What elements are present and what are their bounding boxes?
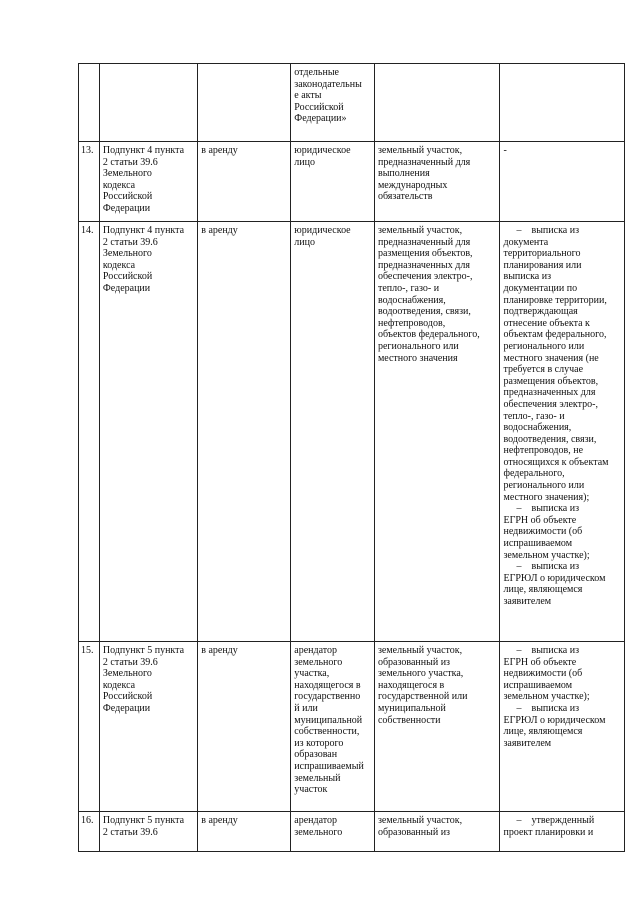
cell-line: недвижимости (об xyxy=(503,526,583,538)
cell-line: 2 статьи 39.6 xyxy=(102,656,158,668)
row-number: 16. xyxy=(79,812,100,852)
cell-line: ЕГРЮЛ о юридическом xyxy=(503,714,606,726)
cell-line: кодекса xyxy=(102,179,136,191)
applicant-cell xyxy=(291,642,375,812)
cell-line: обеспечения электро-, xyxy=(377,271,473,283)
cell-line: регионального или xyxy=(377,340,459,352)
cell-line: лицо xyxy=(294,156,315,168)
cell-line: кодекса xyxy=(102,259,136,271)
cell-line: государственно xyxy=(294,691,361,703)
applicant-cell xyxy=(291,142,375,222)
documents-cell xyxy=(500,142,625,222)
cell-line: в аренду xyxy=(201,815,238,826)
cell-line: Земельного xyxy=(102,168,152,180)
cell-line: находящегося в xyxy=(377,679,445,691)
cell-line: муниципальной xyxy=(377,702,446,714)
cell-line: относящихся к объектам xyxy=(503,456,609,468)
cell-line: водоотведения, связи, xyxy=(377,306,471,318)
cell-line: местного значения (не xyxy=(503,352,599,364)
cell-line: недвижимости (об xyxy=(503,668,583,680)
cell-line: земельном участке); xyxy=(503,691,590,703)
cell-line: в аренду xyxy=(201,145,238,156)
cell-line: Земельного xyxy=(102,248,152,260)
cell-line: земельного xyxy=(294,826,343,838)
cell-line: земельном участке); xyxy=(503,549,590,561)
cell-line: федерального, xyxy=(503,468,565,480)
cell-line: тепло-, газо- и xyxy=(377,282,440,294)
cell-line: Российской xyxy=(102,191,153,203)
cell-line: выписка из xyxy=(503,271,552,283)
legal-basis-cell xyxy=(99,642,197,812)
cell-line: – выписка из xyxy=(516,645,580,656)
cell-line: 2 статьи 39.6 xyxy=(102,156,158,168)
cell-line: размещения объектов, xyxy=(503,375,599,387)
cell-line: Подпункт 5 пункта xyxy=(102,815,185,826)
cell-line: документации по xyxy=(503,282,578,294)
row-number: 13. xyxy=(79,142,100,222)
cell-line: планировке территории, xyxy=(503,294,607,306)
documents-cell xyxy=(500,222,625,642)
cell-line: находящегося в xyxy=(294,679,361,691)
cell-line: водоснабжения, xyxy=(503,422,572,434)
table-row xyxy=(79,142,625,222)
cell-line: ЕГРН об объекте xyxy=(503,514,577,526)
cell-line: проект планировки и xyxy=(503,826,594,838)
cell-line: регионального или xyxy=(503,340,585,352)
legal-basis-cell xyxy=(99,142,197,222)
cell-line: земельный участок, xyxy=(377,645,463,656)
cell-line: Российской xyxy=(294,101,344,113)
cell-line: е акты xyxy=(294,90,322,102)
cell-line: ЕГРЮЛ о юридическом xyxy=(503,572,606,584)
applicant-cell xyxy=(291,64,375,142)
cell-line: лице, являющемся xyxy=(503,584,583,596)
cell-line: собственности, xyxy=(294,726,360,738)
cell-line: земельный участок, xyxy=(377,145,463,156)
table-row xyxy=(79,222,625,642)
cell-line: предназначенный для xyxy=(377,156,471,168)
cell-line: предназначенных для xyxy=(503,387,596,399)
cell-line: Федерации xyxy=(102,202,151,214)
cell-line: муниципальной xyxy=(294,714,363,726)
land-plot-cell xyxy=(374,222,500,642)
land-plot-cell xyxy=(374,812,500,852)
cell-line: законодательны xyxy=(294,78,362,90)
legal-basis-cell xyxy=(99,812,197,852)
legal-basis-cell xyxy=(99,64,197,142)
applicant-cell xyxy=(291,222,375,642)
cell-line: объектам федерального, xyxy=(503,329,607,341)
cell-line: Подпункт 4 пункта xyxy=(102,145,185,156)
row-number: 15. xyxy=(79,642,100,812)
table-row xyxy=(79,64,625,142)
cell-line: местного значения xyxy=(377,352,458,364)
cell-line: арендатор xyxy=(294,815,338,826)
cell-line: – выписка из xyxy=(516,561,580,573)
cell-line: образованный из xyxy=(377,826,450,838)
cell-line: образованный из xyxy=(377,656,450,668)
cell-line: – выписка из xyxy=(516,225,580,236)
cell-line: юридическое xyxy=(294,225,351,236)
cell-line: заявителем xyxy=(503,737,552,749)
cell-line: собственности xyxy=(377,714,441,726)
cell-line: предназначенный для xyxy=(377,236,471,248)
cell-line: нефтепроводов, xyxy=(377,317,446,329)
land-plot-table xyxy=(78,63,625,852)
cell-line: предназначенных для xyxy=(377,259,470,271)
cell-line: регионального или xyxy=(503,480,585,492)
applicant-cell xyxy=(291,812,375,852)
cell-line: – выписка из xyxy=(516,503,580,515)
land-plot-cell xyxy=(374,64,500,142)
cell-line: - xyxy=(503,145,507,156)
documents-cell xyxy=(500,64,625,142)
cell-line: й или xyxy=(294,702,318,714)
cell-line: отнесение объекта к xyxy=(503,317,590,329)
cell-line: Земельного xyxy=(102,668,152,680)
cell-line: испрашиваемом xyxy=(503,679,573,691)
cell-line: территориального xyxy=(503,248,581,260)
cell-line: обеспечения электро-, xyxy=(503,398,598,410)
cell-line: земельный xyxy=(294,772,341,784)
table-body xyxy=(79,64,625,852)
row-number: 14. xyxy=(79,222,100,642)
land-plot-cell xyxy=(374,642,500,812)
cell-line: из которого xyxy=(294,737,344,749)
right-type-cell xyxy=(198,142,291,222)
cell-line: земельного участка, xyxy=(377,668,464,680)
cell-line: документа xyxy=(503,236,549,248)
cell-line: Российской xyxy=(102,691,153,703)
cell-line: тепло-, газо- и xyxy=(503,410,565,422)
cell-line: Подпункт 4 пункта xyxy=(102,225,185,236)
cell-line: международных xyxy=(377,179,448,191)
cell-line: в аренду xyxy=(201,645,238,656)
cell-line: водоотведения, связи, xyxy=(503,433,597,445)
cell-line: образован xyxy=(294,749,338,761)
cell-line: отдельные xyxy=(294,67,339,78)
cell-line: участок xyxy=(294,784,328,796)
cell-line: Федерации» xyxy=(294,113,347,125)
cell-line: испрашиваемый xyxy=(294,760,364,772)
cell-line: нефтепроводов, не xyxy=(503,445,584,457)
cell-line: земельного xyxy=(294,656,343,668)
cell-line: испрашиваемом xyxy=(503,538,573,550)
row-number xyxy=(79,64,100,142)
cell-line: Федерации xyxy=(102,702,151,714)
land-plot-cell xyxy=(374,142,500,222)
cell-line: лице, являющемся xyxy=(503,726,583,738)
right-type-cell xyxy=(198,812,291,852)
right-type-cell xyxy=(198,222,291,642)
cell-line: планирования или xyxy=(503,259,582,271)
cell-line: заявителем xyxy=(503,596,552,607)
cell-line: размещения объектов, xyxy=(377,248,473,260)
cell-line: объектов федерального, xyxy=(377,329,480,341)
documents-cell xyxy=(500,812,625,852)
cell-line: Подпункт 5 пункта xyxy=(102,645,185,656)
documents-cell xyxy=(500,642,625,812)
cell-line: арендатор xyxy=(294,645,338,656)
legal-basis-cell xyxy=(99,222,197,642)
table-row xyxy=(79,642,625,812)
cell-line: земельный участок, xyxy=(377,815,463,826)
cell-line: земельный участок, xyxy=(377,225,463,236)
cell-line: 2 статьи 39.6 xyxy=(102,826,158,838)
cell-line: подтверждающая xyxy=(503,306,578,318)
cell-line: выполнения xyxy=(377,168,430,180)
right-type-cell xyxy=(198,642,291,812)
cell-line: водоснабжения, xyxy=(377,294,446,306)
cell-line: в аренду xyxy=(201,225,238,236)
cell-line: местного значения); xyxy=(503,491,590,503)
cell-line: лицо xyxy=(294,236,315,248)
cell-line: Федерации xyxy=(102,282,151,294)
cell-line: юридическое xyxy=(294,145,351,156)
cell-line: Российской xyxy=(102,271,153,283)
cell-line: ЕГРН об объекте xyxy=(503,656,577,668)
right-type-cell xyxy=(198,64,291,142)
table-row xyxy=(79,812,625,852)
cell-line: кодекса xyxy=(102,679,136,691)
cell-line: – выписка из xyxy=(516,702,580,714)
cell-line: обязательств xyxy=(377,191,433,203)
cell-line: 2 статьи 39.6 xyxy=(102,236,158,248)
cell-line: участка, xyxy=(294,668,330,680)
cell-line: требуется в случае xyxy=(503,364,584,376)
cell-line: государственной или xyxy=(377,691,468,703)
cell-line: – утвержденный xyxy=(516,815,595,826)
